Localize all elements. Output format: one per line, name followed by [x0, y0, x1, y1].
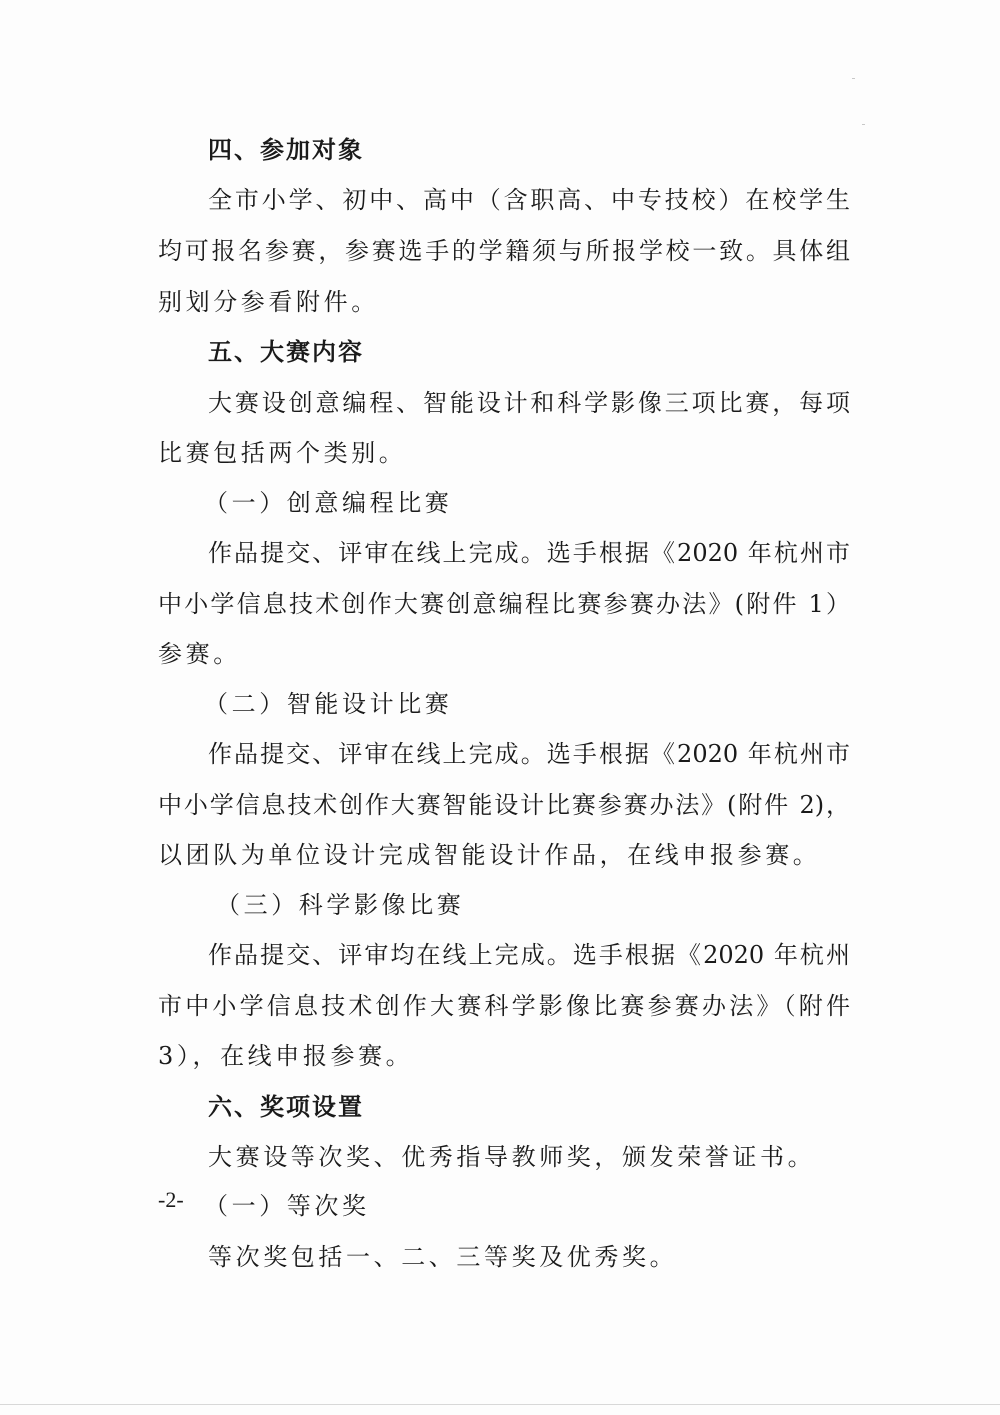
paragraph-line: 3），在线申报参赛。 [158, 1042, 414, 1070]
paragraph-line: 比赛包括两个类别。 [158, 439, 407, 467]
paragraph-line: 别划分参看附件。 [158, 288, 379, 316]
section-heading-content: 五、大赛内容 [208, 338, 364, 366]
section-heading-participants: 四、参加对象 [208, 136, 364, 164]
section-heading-awards: 六、奖项设置 [208, 1093, 364, 1121]
subsection-heading-creative-programming: （一）创意编程比赛 [204, 489, 453, 517]
paragraph-line: 作品提交、评审在线上完成。选手根据《2020 年杭州市 [208, 740, 850, 768]
paragraph-line: 大赛设创意编程、智能设计和科学影像三项比赛，每项 [208, 389, 850, 417]
scan-speck [852, 78, 855, 79]
paragraph-line: 以团队为单位设计完成智能设计作品，在线申报参赛。 [158, 841, 821, 869]
subsection-heading-science-imaging: （三）科学影像比赛 [216, 891, 465, 919]
paragraph-line: 作品提交、评审在线上完成。选手根据《2020 年杭州市 [208, 539, 850, 567]
subsection-heading-ranked-awards: （一）等次奖 [204, 1192, 370, 1220]
subsection-heading-smart-design: （二）智能设计比赛 [204, 690, 453, 718]
paragraph-line: 大赛设等次奖、优秀指导教师奖，颁发荣誉证书。 [208, 1143, 816, 1171]
scan-speck [862, 124, 865, 125]
paragraph-line: 均可报名参赛，参赛选手的学籍须与所报学校一致。具体组 [158, 237, 850, 265]
paragraph-line: 参赛。 [158, 640, 241, 668]
paragraph-line: 等次奖包括一、二、三等奖及优秀奖。 [208, 1243, 678, 1271]
page-number: -2- [158, 1187, 184, 1212]
paragraph-line: 中小学信息技术创作大赛创意编程比赛参赛办法》(附件 1） [158, 590, 850, 618]
paragraph-line: 市中小学信息技术创作大赛科学影像比赛参赛办法》（附件 [158, 992, 850, 1020]
paragraph-line: 中小学信息技术创作大赛智能设计比赛参赛办法》(附件 2)， [158, 791, 850, 819]
scan-edge-line [0, 1404, 1000, 1405]
paragraph-line: 作品提交、评审均在线上完成。选手根据《2020 年杭州 [208, 941, 850, 969]
paragraph-line: 全市小学、初中、高中（含职高、中专技校）在校学生 [208, 186, 850, 214]
